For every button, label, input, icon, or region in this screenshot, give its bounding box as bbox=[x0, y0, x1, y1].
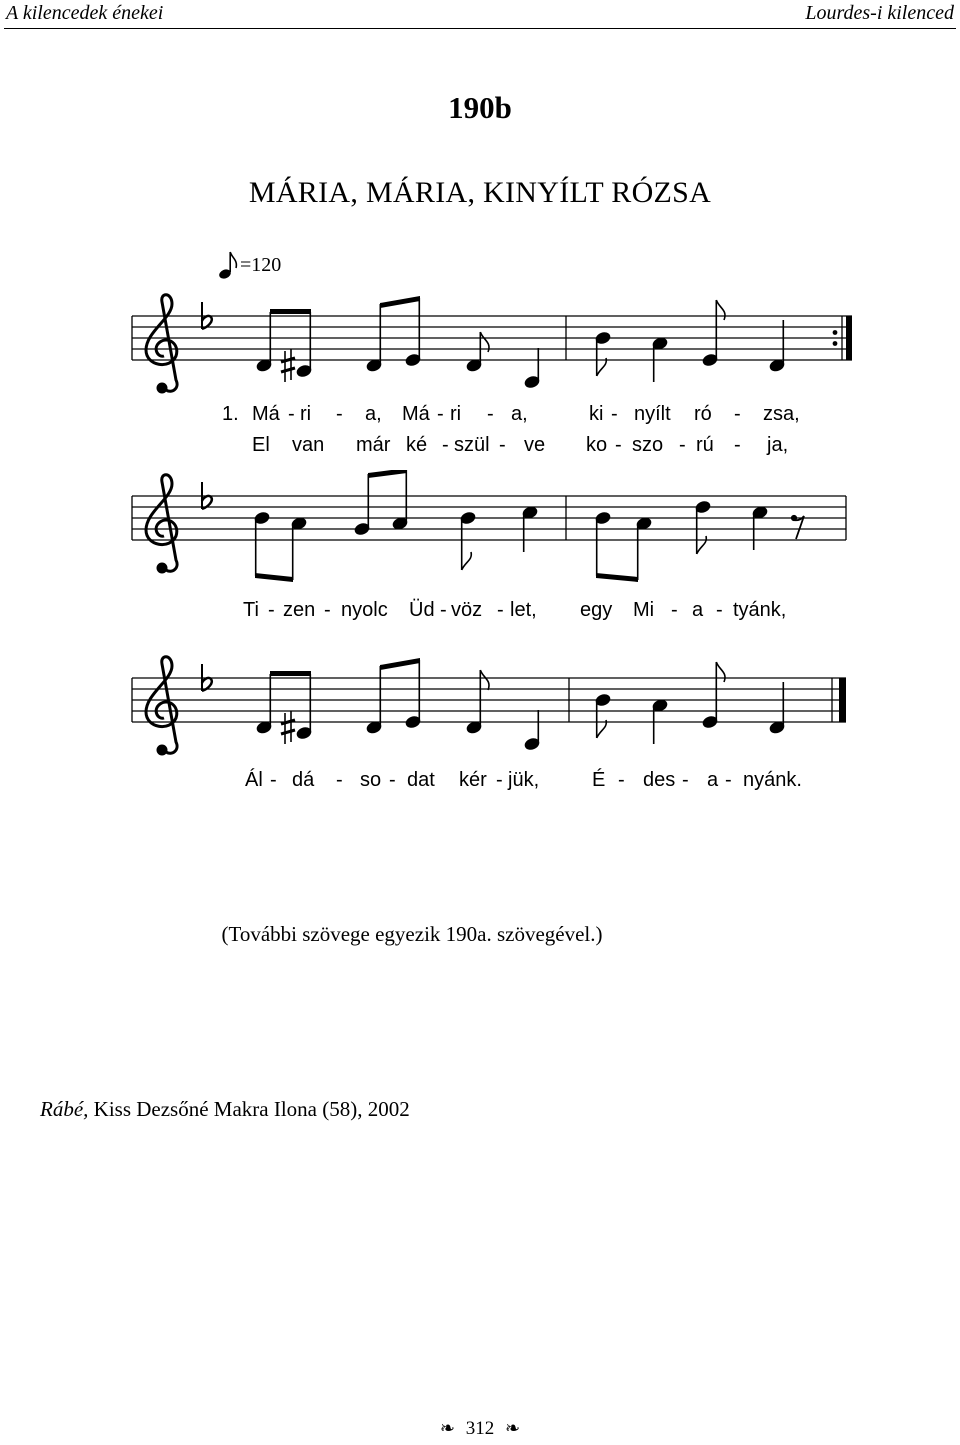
lyric-hyphen: - bbox=[497, 599, 504, 621]
ornament-left-icon: ❧ bbox=[439, 1418, 455, 1438]
lyric-syllable: dá bbox=[292, 769, 315, 791]
lyric-hyphen: - bbox=[671, 599, 678, 621]
lyric-syllable: ve bbox=[524, 434, 546, 456]
lyric-syllable: van bbox=[292, 434, 325, 456]
lyric-syllable: egy bbox=[580, 599, 613, 621]
lyric-syllable: Má bbox=[252, 403, 280, 425]
lyric-syllable: szo bbox=[632, 434, 664, 456]
lyric-syllable: zsa, bbox=[763, 403, 800, 425]
sharp-icon bbox=[281, 349, 295, 382]
tempo-marking bbox=[218, 250, 281, 280]
lyric-syllable: so bbox=[360, 769, 382, 791]
lyric-syllable: szül bbox=[454, 434, 490, 456]
lyric-hyphen: - bbox=[336, 403, 343, 425]
lyric-syllable: a bbox=[707, 769, 719, 791]
lyric-hyphen: - bbox=[487, 403, 494, 425]
lyric-hyphen: - bbox=[324, 599, 331, 621]
running-header-left: A kilencedek énekei bbox=[6, 2, 164, 24]
lyric-hyphen: - bbox=[288, 403, 295, 425]
header-rule bbox=[4, 28, 956, 29]
lyric-syllable: a, bbox=[511, 403, 528, 425]
lyric-hyphen: - bbox=[618, 769, 625, 791]
lyric-syllable: let, bbox=[510, 599, 537, 621]
lyric-hyphen: - bbox=[336, 769, 343, 791]
lyric-syllable: zen bbox=[283, 599, 316, 621]
lyric-hyphen: - bbox=[611, 403, 618, 425]
lyric-syllable: Üd bbox=[409, 599, 435, 621]
lyric-syllable: rú bbox=[696, 434, 714, 456]
treble-clef-icon bbox=[146, 295, 177, 392]
song-title: MÁRIA, MÁRIA, KINYÍLT RÓZSA bbox=[248, 176, 712, 209]
staff-system-3 bbox=[0, 652, 960, 772]
further-lyrics-note: (További szövege egyezik 190a. szövegével.) bbox=[221, 922, 603, 946]
lyric-syllable: Ál bbox=[245, 769, 263, 791]
lyric-syllable: a bbox=[692, 599, 704, 621]
lyric-syllable: ró bbox=[694, 403, 712, 425]
source-place: Rábé, bbox=[40, 1097, 89, 1121]
lyric-syllable: El bbox=[252, 434, 270, 456]
lyric-syllable: nyánk. bbox=[743, 769, 802, 791]
treble-clef-icon bbox=[146, 475, 177, 572]
staff-system-2 bbox=[0, 470, 960, 590]
verse-number: 1. bbox=[222, 403, 239, 425]
lyric-hyphen: - bbox=[270, 769, 277, 791]
lyric-hyphen: - bbox=[440, 599, 447, 621]
lyric-hyphen: - bbox=[615, 434, 622, 456]
lyric-syllable: ki bbox=[589, 403, 604, 425]
lyric-hyphen: - bbox=[725, 769, 732, 791]
page-number: 312 bbox=[465, 1418, 495, 1439]
lyric-syllable: É bbox=[592, 769, 606, 791]
lyric-syllable: kér bbox=[459, 769, 487, 791]
lyric-syllable: Mi bbox=[633, 599, 655, 621]
lyric-hyphen: - bbox=[499, 434, 506, 456]
lyric-syllable: ja, bbox=[767, 434, 789, 456]
lyric-hyphen: - bbox=[734, 403, 741, 425]
lyric-syllable: ri bbox=[450, 403, 462, 425]
eighth-note-icon bbox=[218, 250, 240, 280]
lyric-hyphen: - bbox=[389, 769, 396, 791]
source-person: Kiss Dezsőné Makra Ilona (58), 2002 bbox=[93, 1097, 410, 1121]
lyric-hyphen: - bbox=[442, 434, 449, 456]
tempo-value: =120 bbox=[240, 253, 282, 276]
lyric-hyphen: - bbox=[734, 434, 741, 456]
staff-system-1 bbox=[0, 290, 960, 410]
lyric-syllable: Ti bbox=[243, 599, 259, 621]
lyric-syllable: vöz bbox=[451, 599, 483, 621]
lyric-hyphen: - bbox=[716, 599, 723, 621]
page-footer bbox=[0, 1418, 960, 1440]
lyric-syllable: nyolc bbox=[341, 599, 388, 621]
lyric-syllable: a, bbox=[365, 403, 382, 425]
lyric-hyphen: - bbox=[679, 434, 686, 456]
lyric-syllable: ko bbox=[586, 434, 608, 456]
lyric-hyphen: - bbox=[268, 599, 275, 621]
lyric-syllable: már bbox=[356, 434, 391, 456]
source-attribution bbox=[40, 1097, 410, 1122]
lyric-syllable: dat bbox=[407, 769, 435, 791]
sharp-icon bbox=[281, 711, 295, 744]
treble-clef-icon bbox=[146, 657, 177, 754]
lyric-syllable: nyílt bbox=[634, 403, 671, 425]
lyric-hyphen: - bbox=[437, 403, 444, 425]
lyric-syllable: tyánk, bbox=[733, 599, 787, 621]
running-header-right: Lourdes-i kilenced bbox=[805, 2, 954, 24]
lyric-syllable: ri bbox=[300, 403, 312, 425]
eighth-rest-icon bbox=[791, 515, 804, 539]
lyric-syllable: Má bbox=[402, 403, 430, 425]
lyric-hyphen: - bbox=[682, 769, 689, 791]
lyric-syllable: des bbox=[643, 769, 676, 791]
ornament-right-icon: ❧ bbox=[505, 1418, 521, 1438]
lyric-syllable: jük, bbox=[508, 769, 540, 791]
lyric-hyphen: - bbox=[496, 769, 503, 791]
lyric-syllable: ké bbox=[406, 434, 428, 456]
song-number: 190b bbox=[448, 90, 512, 125]
